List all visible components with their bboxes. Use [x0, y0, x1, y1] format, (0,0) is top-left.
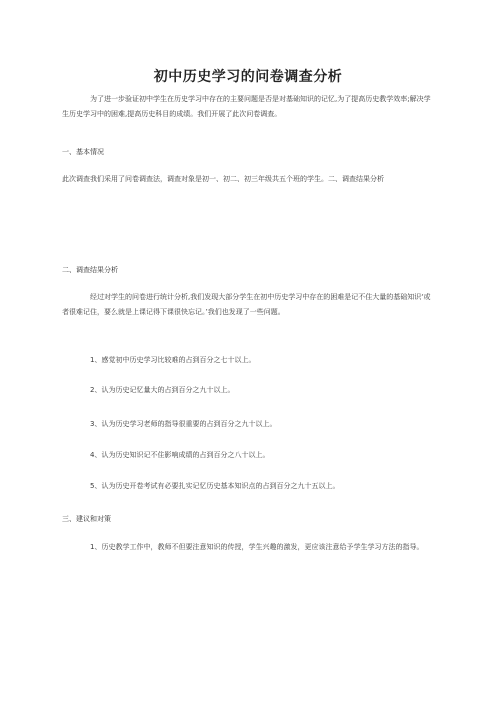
- section-heading-results: 二、调查结果分析: [62, 266, 118, 274]
- result-item-2: 2、认为历史记忆量大的占到百分之九十以上。: [90, 386, 235, 394]
- section-heading-basic-info: 一、基本情况: [62, 148, 104, 156]
- result-item-3: 3、认为历史学习老师的指导很重要的占到百分之九十以上。: [90, 420, 277, 428]
- results-paragraph: 经过对学生的问卷进行统计分析,我们发现大部分学生在初中历史学习中存在的困难是记不住大量的基础知识‘或者很难记住，要么就是上课记得下课很快忘记。’我们也发现了一些问题。: [62, 293, 431, 316]
- intro-paragraph: 为了进一步验证初中学生在历史学习中存在的主要问题是否是对基础知识的记忆,为了提高历史教学效率;解决学生历史学习中的困难,提高历史科目的成绩。我们开展了此次问卷调查。: [62, 95, 431, 118]
- page-title: 初中历史学习的问卷调查分析: [153, 69, 343, 85]
- result-item-5: 5、认为历史开卷考试有必要扎实记忆历史基本知识点的占到百分之九十五以上。: [90, 482, 340, 490]
- suggestions-paragraph: 1、历史教学工作中，教师不但要注意知识的传授，学生兴趣的激发，更应该注意给予学生学习方法的指导。: [90, 543, 424, 551]
- result-item-4: 4、认为历史知识记不住影响成绩的占到百分之八十以上。: [90, 451, 270, 459]
- section-heading-suggestions: 三、建议和对策: [62, 515, 111, 523]
- result-item-1: 1、感觉初中历史学习比较难的占到百分之七十以上。: [90, 356, 256, 364]
- basic-info-paragraph: 此次调查我们采用了问卷调查法，调查对象是初一、初二、初三年级共五个班的学生。二、调查结果分析: [62, 175, 384, 183]
